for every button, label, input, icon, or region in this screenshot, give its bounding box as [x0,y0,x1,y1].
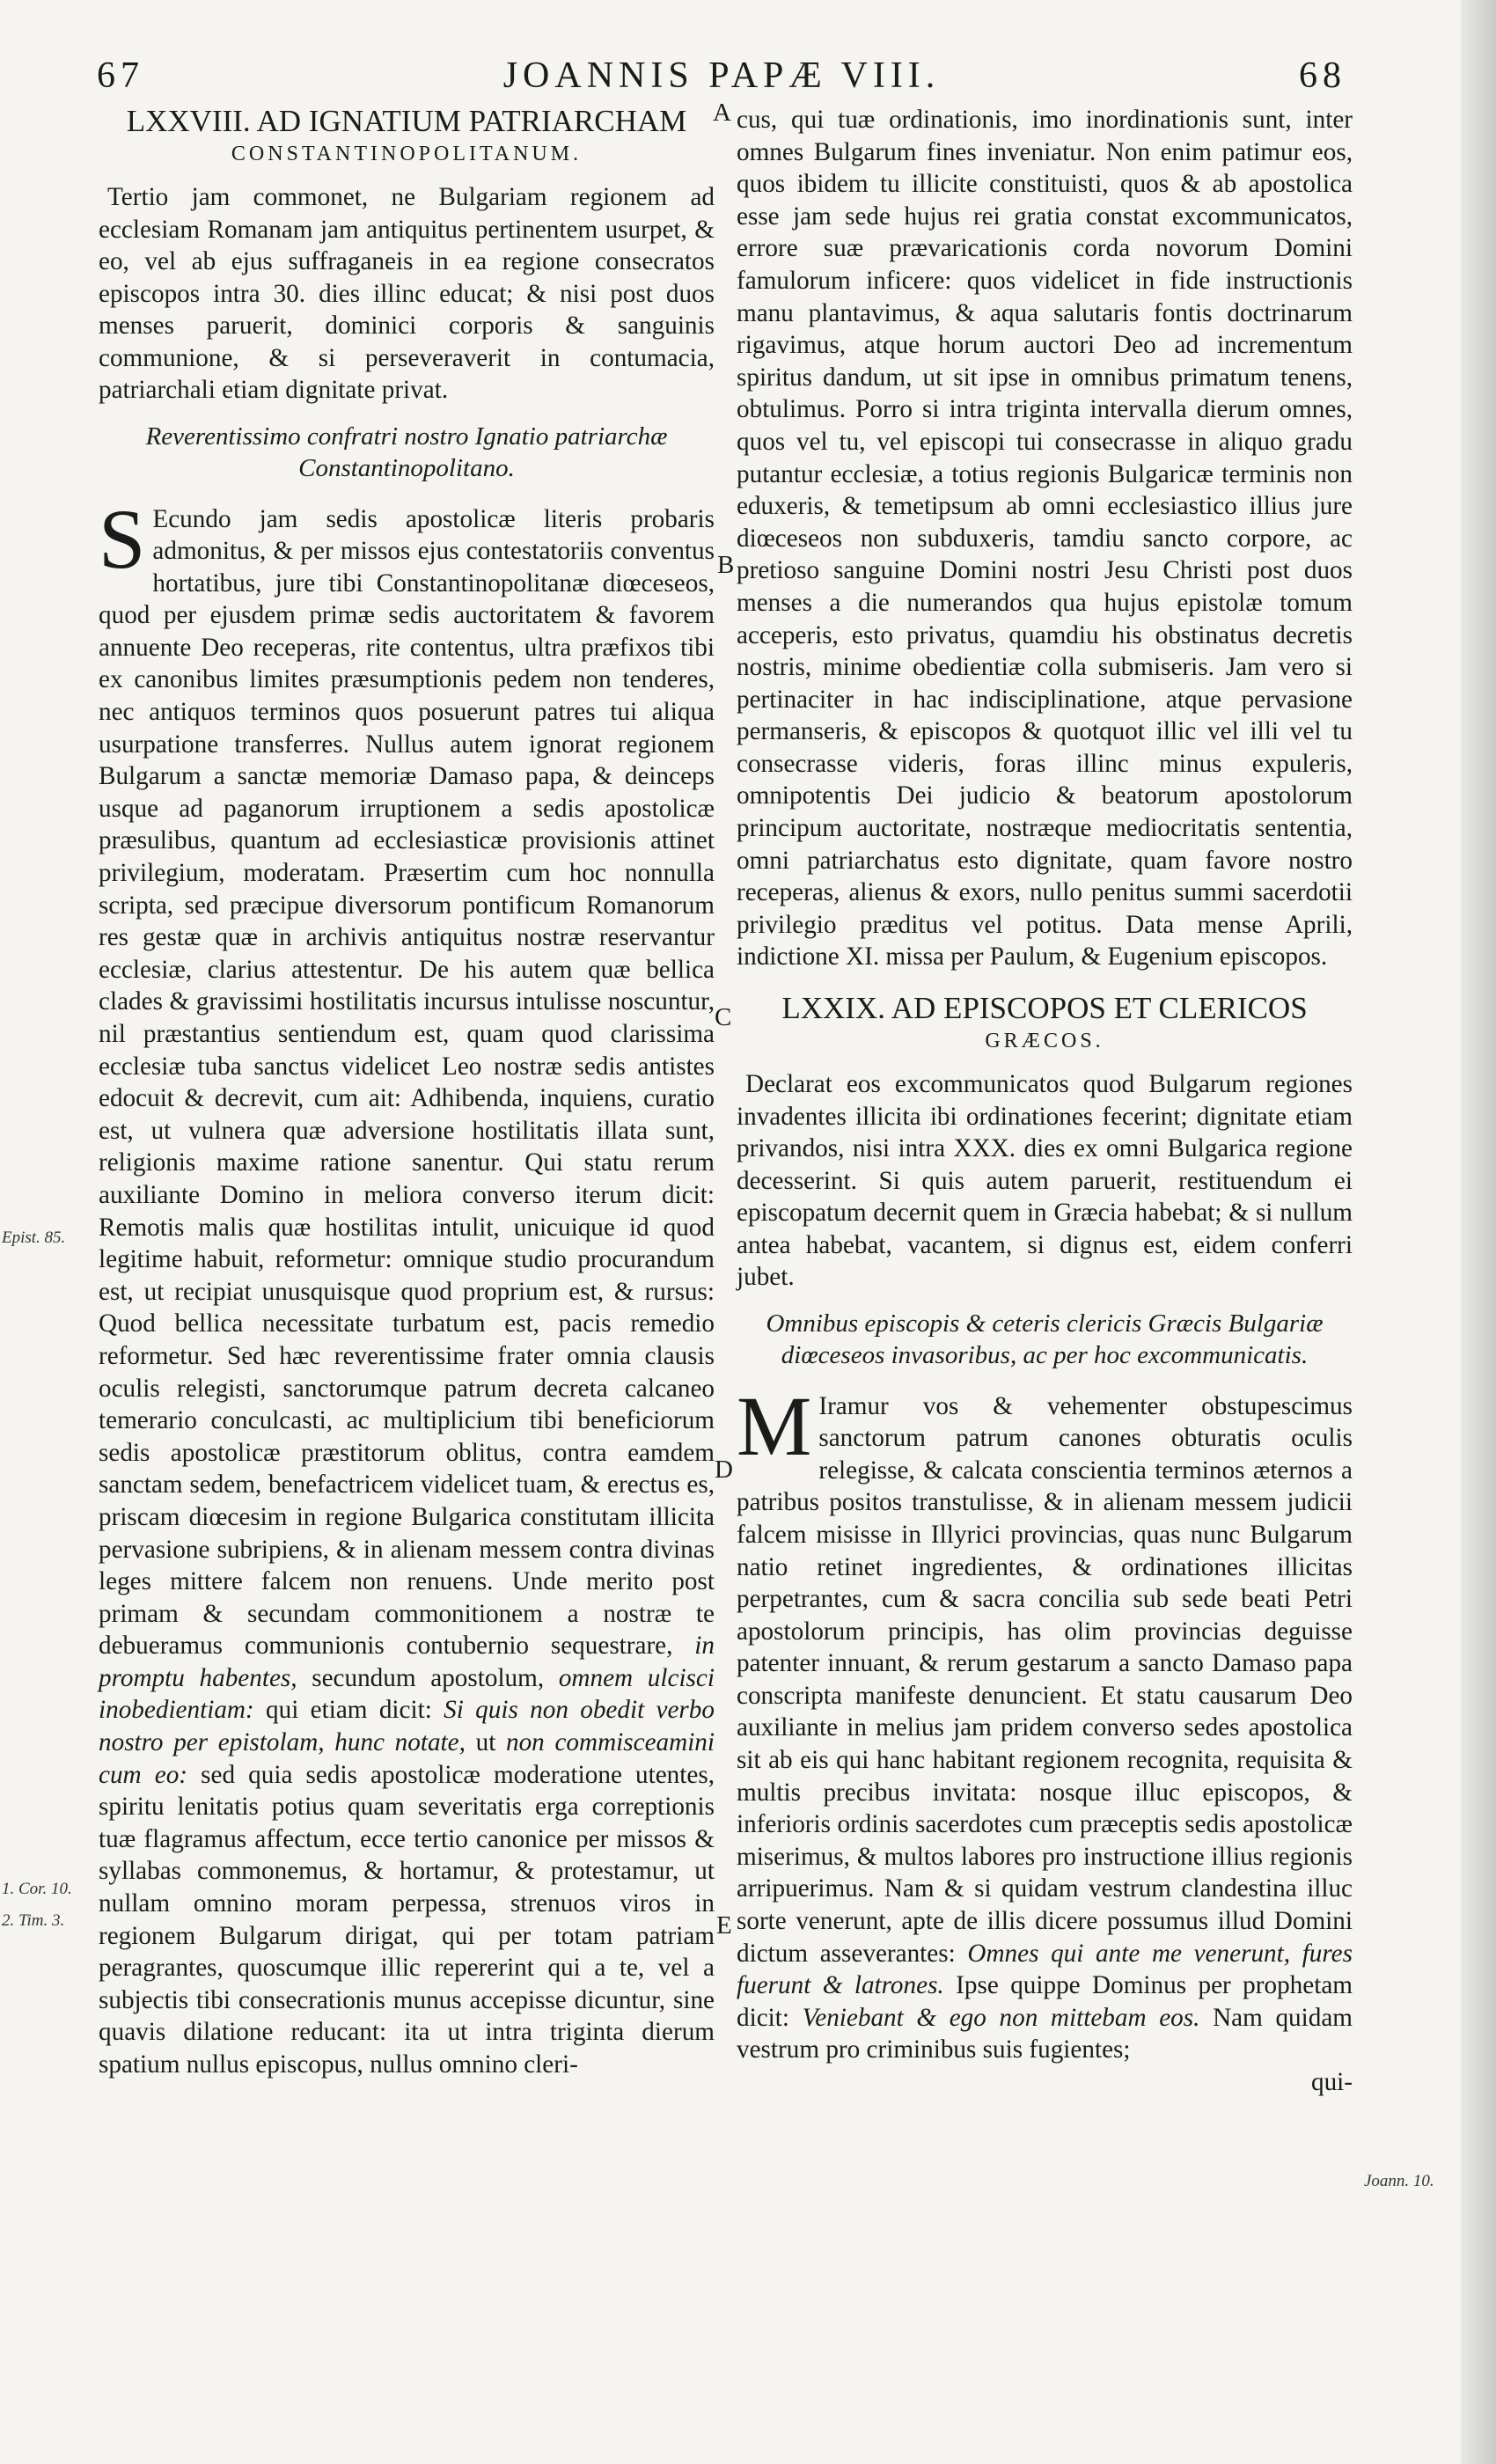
body-segment: Nam quidam vestrum pro criminibus suis fugientes; [737,2003,1353,2064]
letter-78-address: Reverentissimo confratri nostro Ignatio patriarchæ Constantinopolitano. [145,422,668,482]
italic-quote: non commisceamini cum eo: [99,1728,715,1789]
section-mark-b: B [717,551,735,579]
page-number-left: 67 [97,55,144,96]
running-title: JOANNIS PAPÆ VIII. [502,55,941,96]
letter-79-address: Omnibus episcopis & ceteris clericis Græcis Bulgariæ diœceseos invasoribus, ac per hoc excommunicatis. [766,1309,1324,1369]
italic-quote: Veniebant & ego non mittebam eos. [789,2003,1200,2032]
page-number-right: 68 [1299,55,1346,96]
letter-78-body [99,491,715,2081]
letter-78-body-text: Ecundo jam sedis apostolicæ literis probaris admonitus, & per missos ejus contestatoriis conventus hortatibus, jure tibi Constantinopolitanæ diœceseos, quod per ejusdem primæ sedis auctoritatem & favorem annuente Deo receperas, rite contentus, ultra præfixos tibi ex canonibus limites præsumptionis pedem non tenderes, nec antiquos terminos quos posuerunt patres tui aliqua usurpatione transferres. Nullus autem ignorat regionem Bulgarum a sanctæ memoriæ Damaso papa, & deinceps usque ad paganorum irruptionem a sedis apostolicæ præsulibus, quantum ad ecclesiasticæ provisionis attinet privilegium, moderatam. Præsertim cum hoc nonnulla scripta, sed præcipue diversorum pontificum Romanorum res gestæ quæ in archivis antiquitus nostræ reservantur ecclesiæ, clarius attestentur. De his autem quæ bellica clades & gravissimi hostilitatis incursus intulisse noscuntur, nil præstantius sentiendum est, quam quod clarissima ecclesiæ tuba sanctus videlicet Leo nostræ sedis antistes edocuit & decrevit, cum ait: Adhibenda, inquiens, curatio est, ut vulnera quæ adversione hostilitatis illata sunt, religionis maxime ratione sanentur. Qui statu rerum auxiliante Domino in meliora converso iterum dicit: Remotis malis quæ hostilitas intulit, unicuique id quod legitime habuit, reformetur: omnique studio procurandum est, ut recipiat unusquisque quod proprium est, & rursus: Quod bellica necessitate turbatum est, pacis remedio reformetur. Sed hæc reverentissime frater omnia clausis oculis relegisti, sanctorumque patrum decreta calcaneo temerario conculcasti, ac multiplicium tibi beneficiorum sedis apostolicæ præstitorum oblitus, contra eamdem sanctam sedem, benefactricem videlicet tuam, & erectus es, priscam diœcesim in regione Bulgarica constitutam illicita pervasione subripiens, & in alienam messem contra divinas leges mittere falcem non renuens. Unde merito post primam & secundam commonitionem a nostræ te debueramus communionis contubernio sequestrare, [99,504,715,1661]
italic-quote: Omnes qui ante me venerunt, fures fuerunt & latrones. [737,1939,1353,2000]
letter-79-summary: Declarat eos excommunicatos quod Bulgarum regiones invadentes illicita ibi ordinationes fecerint; dignitate etiam privandos, nisi intra XXX. dies ex omni Bulgarica regione decesserint. Si quis autem paruerit, restituendum ei episcopatum decernit quem in Græcia habebat; & si nullum antea habebat, vacantem, si dignus est, eidem conferri jubet. [737,1070,1353,1292]
letter-78-summary: Tertio jam commonet, ne Bulgariam regionem ad ecclesiam Romanam jam antiquitus pertinentem usurpet, & eo, vel ab ejus suffraganeis in ea regione consecratos episcopos intra 30. dies illinc educat; & nisi post duos menses paruerit, dominici corporis & sanguinis communione, & si perseveraverit in contumacia, patriarchali etiam dignitate privat. [99,183,715,404]
page-edge-shadow [1461,0,1496,2464]
section-mark-d: D [715,1456,733,1484]
dropcap-m: M [737,1378,812,1473]
right-column [737,104,1353,2099]
margin-note-joann: Joann. 10. [1364,2172,1434,2190]
section-mark-c: C [715,1003,732,1031]
letter-79-body-text: Iramur vos & vehementer obstupescimus sanctorum patrum canones obturatis oculis relegisse, & calcata conscientia terminos æternos a patribus positos transtulisse, & in alienam messem judicii falcem misisse in Illyrici provincias, quas nunc Bulgarum natio retinet ingredientes, & ordinationes illicitas perpetrantes, cum & sacra concilia sub sede beati Petri apostolorum principis, has olim provincias deguisse patenter innuant, & rerum gestarum a sancto Damaso papa conscripta manifeste denuncient. Et statu causarum Deo auxiliante in melius jam pridem converso sedes apostolica sit ab eis qui hanc habitant regionem recognita, requisita & multis precibus invitata: nosque illuc episcopos, & inferioris ordinis sacerdotes cum præceptis sedis apostolicæ miserimus, & multos labores pro instructione illius regionis arripuerimus. Nam & si quidam vestrum clandestina illuc sorte venerunt, apte de illis dicere possumus illud Domini dictum asseverantes: [737,1391,1353,1968]
letter-78-heading: LXXVIII. AD IGNATIUM PATRIARCHAM [126,104,687,138]
italic-phrase: in promptu habentes, [99,1632,715,1692]
section-mark-a: A [713,99,731,127]
body-segment: sed quia sedis apostolicæ moderatione utentes, spiritu lenitatis potius quam severitatis erga correptionis tuæ flagramus affectum, ecce tertio canonice per missos & syllabas commonemus, & hortamur, & protestamur, ut nullam omnino moram perpessa, strenuos viros in regionem Bulgarum dirigat, qui per totam patriam peragrantes, quoscumque illic repererint qui a te, vel a subjectis tibi consecrationis munus accepisse dicuntur, sine quavis dilatione reducant: ita ut intra triginta dierum spatium nullus episcopus, nullus omnino cleri- [99,1760,715,2079]
body-segment: secundum apostolum, [297,1663,545,1692]
italic-quote: Si quis non obedit verbo nostro per epistolam, hunc notate, [99,1696,715,1757]
left-column [99,104,715,2081]
letter-79-subheading: GRÆCOS. [985,1030,1104,1053]
letter-79-body [737,1378,1353,2066]
margin-note-cor: 1. Cor. 10. [2,1880,72,1898]
letter-78-subheading: CONSTANTINOPOLITANUM. [231,143,583,165]
italic-quote: omnem ulcisci inobedientiam: [99,1663,715,1725]
catchword: qui- [1310,2068,1353,2096]
body-segment: Ipse quippe Dominus per prophetam dicit: [737,1971,1353,2032]
dropcap-s: S [99,491,146,586]
body-segment: qui etiam dicit: [253,1696,432,1725]
margin-note-epist: Epist. 85. [2,1228,66,1247]
margin-note-tim: 2. Tim. 3. [2,1911,65,1930]
body-segment: ut [465,1728,496,1757]
letter-78-continuation: cus, qui tuæ ordinationis, imo inordinationis sunt, inter omnes Bulgarum fines inveniatur. Non enim patimur eos, quos ibidem tu illicite constituisti, quos & ab apostolica esse jam sede hujus rei gratia constat excommunicatos, errore suæ prævaricationis corda novorum Domini famulorum inficere: quos videlicet in fide instructionis manu plantavimus, & aqua salutaris fontis doctrinarum rigavimus, atque horum auctori Deo ad incrementum spiritus dandum, ut sit ipse in omnibus primatum tenens, obtulimus. Porro si intra triginta intervalla dierum omnes, quos vel tu, vel episcopi tui consecrasse in aliquo gradu putantur ecclesiæ, a totius regionis Bulgaricæ terminis non eduxeris, & temetipsum ab omni ecclesiastico illius jure diœceseos non subduxeris, tamdiu sancto corpore, ac pretioso sanguine Domini nostri Jesu Christi post duos menses a die numerandos qua hujus epistolæ tomum acceperis, esto privatus, quamdiu his obstinatus decretis nostris, minime obedientiæ colla submiseris. Jam vero si pertinaciter in hac indisciplinatione, atque pervasione permanseris, & episcopos & quotquot illic vel illi vel tu consecrasse videris, foras illinc minus expuleris, omnipotentis Dei judicio & beatorum apostolorum principum auctoritate, nostræque mediocritatis sententia, omni patriarchatus esto dignitate, quam favore nostro receperas, alienus & exors, nullo penitus summi sacerdotii privilegio præditus vel potitus. Data mense Aprili, indictione XI. missa per Paulum, & Eugenium episcopos. [737,106,1353,972]
letter-79-heading: LXXIX. AD EPISCOPOS ET CLERICOS [781,991,1308,1026]
section-mark-e: E [716,1911,732,1940]
